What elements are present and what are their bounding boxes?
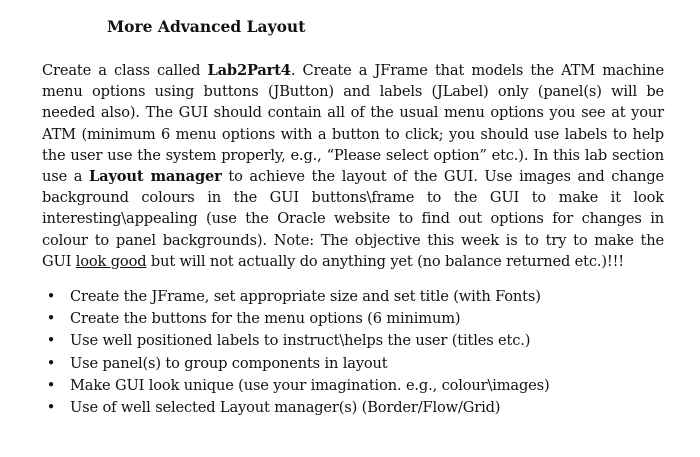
section-heading: More Advanced Layout bbox=[107, 17, 306, 36]
bullet-icon: • bbox=[46, 376, 56, 394]
list-item-text: Create the JFrame, set appropriate size and set title (with Fonts) bbox=[70, 288, 541, 305]
list-item-text: Make GUI look unique (use your imagination. e.g., colour\images) bbox=[70, 376, 550, 394]
bullet-icon: • bbox=[46, 288, 56, 305]
list-item bbox=[42, 375, 550, 397]
layout-manager-bold: Layout manager bbox=[89, 168, 222, 186]
bullet-icon: • bbox=[46, 310, 56, 328]
list-item-text: Create the buttons for the menu options (6 minimum) bbox=[70, 310, 461, 328]
list-item bbox=[42, 286, 550, 308]
list-item bbox=[42, 397, 550, 419]
bullet-icon: • bbox=[46, 399, 56, 417]
list-item bbox=[42, 353, 550, 375]
list-item-text: Use panel(s) to group components in layout bbox=[70, 354, 388, 372]
class-name-bold: Lab2Part4 bbox=[207, 62, 291, 79]
requirements-list bbox=[42, 286, 550, 419]
list-item-text: Use well positioned labels to instruct\helps the user (titles etc.) bbox=[70, 332, 531, 350]
bullet-icon: • bbox=[46, 332, 56, 350]
paragraph-text-1: Create a class called bbox=[42, 62, 208, 79]
look-good-underlined: look good bbox=[75, 252, 147, 270]
list-item-text: Use of well selected Layout manager(s) (Border/Flow/Grid) bbox=[70, 399, 501, 417]
paragraph-text-3: to achieve the layout of the GUI. Use images and change background colours in the GUI buttons\frame to the GUI to make it look interesting\appealing (use the Oracle website to find out options for changes in colour to panel backgrounds). Note: The objective this week is to try to make the GUI bbox=[42, 168, 664, 270]
list-item bbox=[42, 330, 550, 352]
bullet-icon: • bbox=[46, 354, 56, 372]
paragraph-text-4: but will not actually do anything yet (no balance returned etc.)!!! bbox=[146, 252, 625, 270]
list-item bbox=[42, 308, 550, 330]
paragraph-text-2: . Create a JFrame that models the ATM machine menu options using buttons (JButton) and labels (JLabel) only (panel(s) will be needed also). The GUI should contain all of the usual menu options you see at your ATM (minimum 6 menu options with a button to click; you should use labels to help the user use the system properly, e.g., “Please select option” etc.). In this lab section use a bbox=[42, 62, 664, 186]
instructions-paragraph bbox=[42, 60, 664, 272]
